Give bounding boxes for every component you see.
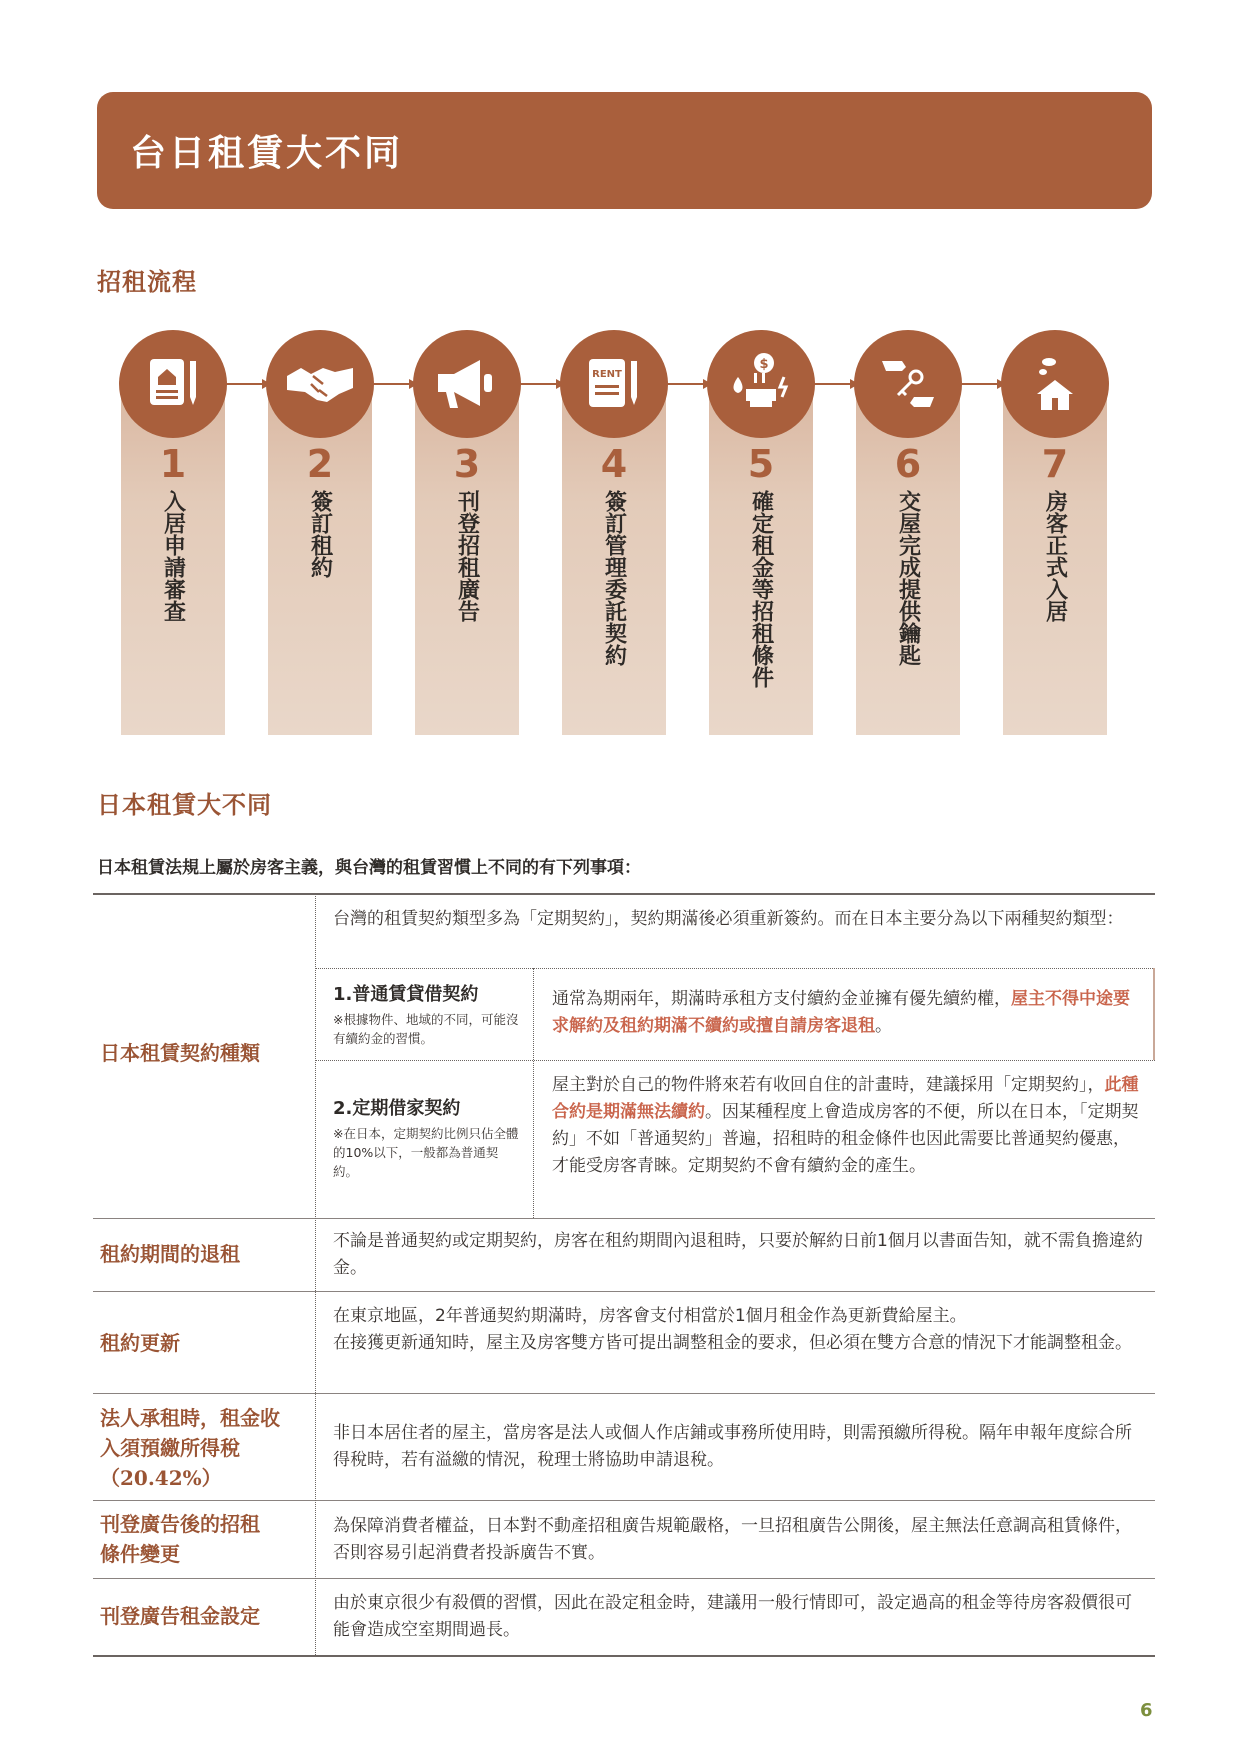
row-head-ad-changes: 刊登廣告後的招租條件變更 bbox=[100, 1512, 260, 1566]
row-head-ad-rent: 刊登廣告租金設定 bbox=[100, 1604, 260, 1628]
flow-step-5: $ 5 確定租金等招租條件 bbox=[709, 330, 813, 735]
flow-step-7: 7 房客正式入居 bbox=[1003, 330, 1107, 735]
flow-step-label: 確定租金等招租條件 bbox=[748, 490, 774, 688]
flow-step-label: 簽訂管理委託契約 bbox=[601, 490, 627, 666]
ad-rent-text: 由於東京很少有殺價的習慣，因此在設定租金時，建議用一般行情即可，設定過高的租金等待房客殺價很可能會造成空室期間過長。 bbox=[333, 1593, 1132, 1640]
page-number: 6 bbox=[1140, 1700, 1153, 1721]
key-handover-icon bbox=[854, 330, 962, 438]
compare-intro: 日本租賃法規上屬於房客主義，與台灣的租賃習慣上不同的有下列事項： bbox=[97, 858, 641, 878]
row-head-termination: 租約期間的退租 bbox=[100, 1242, 240, 1266]
svg-text:RENT: RENT bbox=[592, 369, 622, 380]
house-move-in-icon bbox=[1001, 330, 1109, 438]
flow-step-2: 2 簽訂租約 bbox=[268, 330, 372, 735]
row-head-contract-types: 日本租賃契約種類 bbox=[100, 1041, 260, 1065]
flow-section-title: 招租流程 bbox=[97, 268, 197, 296]
application-form-icon bbox=[119, 330, 227, 438]
termination-text: 不論是普通契約或定期契約，房客在租約期間內退租時，只要於解約日前1個月以書面告知，就不需負擔違約金。 bbox=[333, 1231, 1143, 1278]
svg-text:$: $ bbox=[759, 357, 769, 372]
rent-contract-icon bbox=[560, 330, 668, 438]
utilities-money-icon bbox=[707, 330, 815, 438]
flow-step-label: 入居申請審查 bbox=[160, 490, 186, 622]
flow-step-label: 房客正式入居 bbox=[1042, 490, 1068, 622]
flow-step-label: 刊登招租廣告 bbox=[454, 490, 480, 622]
flow-step-6: 6 交屋完成提供鑰匙 bbox=[856, 330, 960, 735]
renewal-text: 在東京地區，2年普通契約期滿時，房客會支付相當於1個月租金作為更新費給屋主。 在接獲更新通知時，屋主及房客雙方皆可提出調整租金的要求，但必須在雙方合意的情況下才能調整租金。 bbox=[333, 1306, 1132, 1353]
corporate-tax-text: 非日本居住者的屋主，當房客是法人或個人作店鋪或事務所使用時，則需預繳所得稅。隔年申報年度綜合所得稅時，若有溢繳的情況，稅理士將協助申請退稅。 bbox=[333, 1423, 1132, 1470]
flow-step-4: RENT 4 簽訂管理委託契約 bbox=[562, 330, 666, 735]
contract-type-2-desc: 屋主對於自己的物件將來若有收回自住的計畫時，建議採用「定期契約」，此種合約是期滿無法續約。因某種程度上會造成房客的不便，所以在日本，「定期契約」不如「普通契約」普遍，招租時的租金條件也因此需要比普通契約優惠，才能受房客青睞。定期契約不會有續約金的產生。 bbox=[552, 1075, 1139, 1176]
megaphone-icon bbox=[413, 330, 521, 438]
compare-section-title: 日本租賃大不同 bbox=[97, 791, 272, 819]
ad-changes-text: 為保障消費者權益，日本對不動產招租廣告規範嚴格，一旦招租廣告公開後，屋主無法任意調高租賃條件，否則容易引起消費者投訴廣告不實。 bbox=[333, 1516, 1132, 1563]
contract-type-2: 2.定期借家契約 ※在日本，定期契約比例只佔全體的10%以下，一般都為普通契約。 bbox=[333, 1098, 519, 1179]
contract-type-1-desc: 通常為期兩年，期滿時承租方支付續約金並擁有優先續約權，屋主不得中途要求解約及租約期滿不續約或擅自請房客退租。 bbox=[552, 989, 1130, 1036]
flow-step-label: 交屋完成提供鑰匙 bbox=[895, 490, 921, 666]
flow-step-1: 1 入居申請審查 bbox=[121, 330, 225, 735]
handshake-icon bbox=[266, 330, 374, 438]
contract-type-1: 1.普通賃貸借契約 ※根據物件、地域的不同，可能沒有續約金的習慣。 bbox=[333, 984, 519, 1046]
flow-step-label: 簽訂租約 bbox=[307, 490, 333, 578]
row-head-corporate-tax: 法人承租時，租金收入須預繳所得稅（20.42%） bbox=[100, 1406, 280, 1490]
row-head-renewal: 租約更新 bbox=[100, 1331, 180, 1355]
flow-step-3: 3 刊登招租廣告 bbox=[415, 330, 519, 735]
rental-flow bbox=[0, 0, 1241, 760]
contract-types-intro: 台灣的租賃契約類型多為「定期契約」，契約期滿後必須重新簽約。而在日本主要分為以下兩種契約類型： bbox=[333, 909, 1124, 929]
page-title: 台日租賃大不同 bbox=[130, 133, 404, 174]
